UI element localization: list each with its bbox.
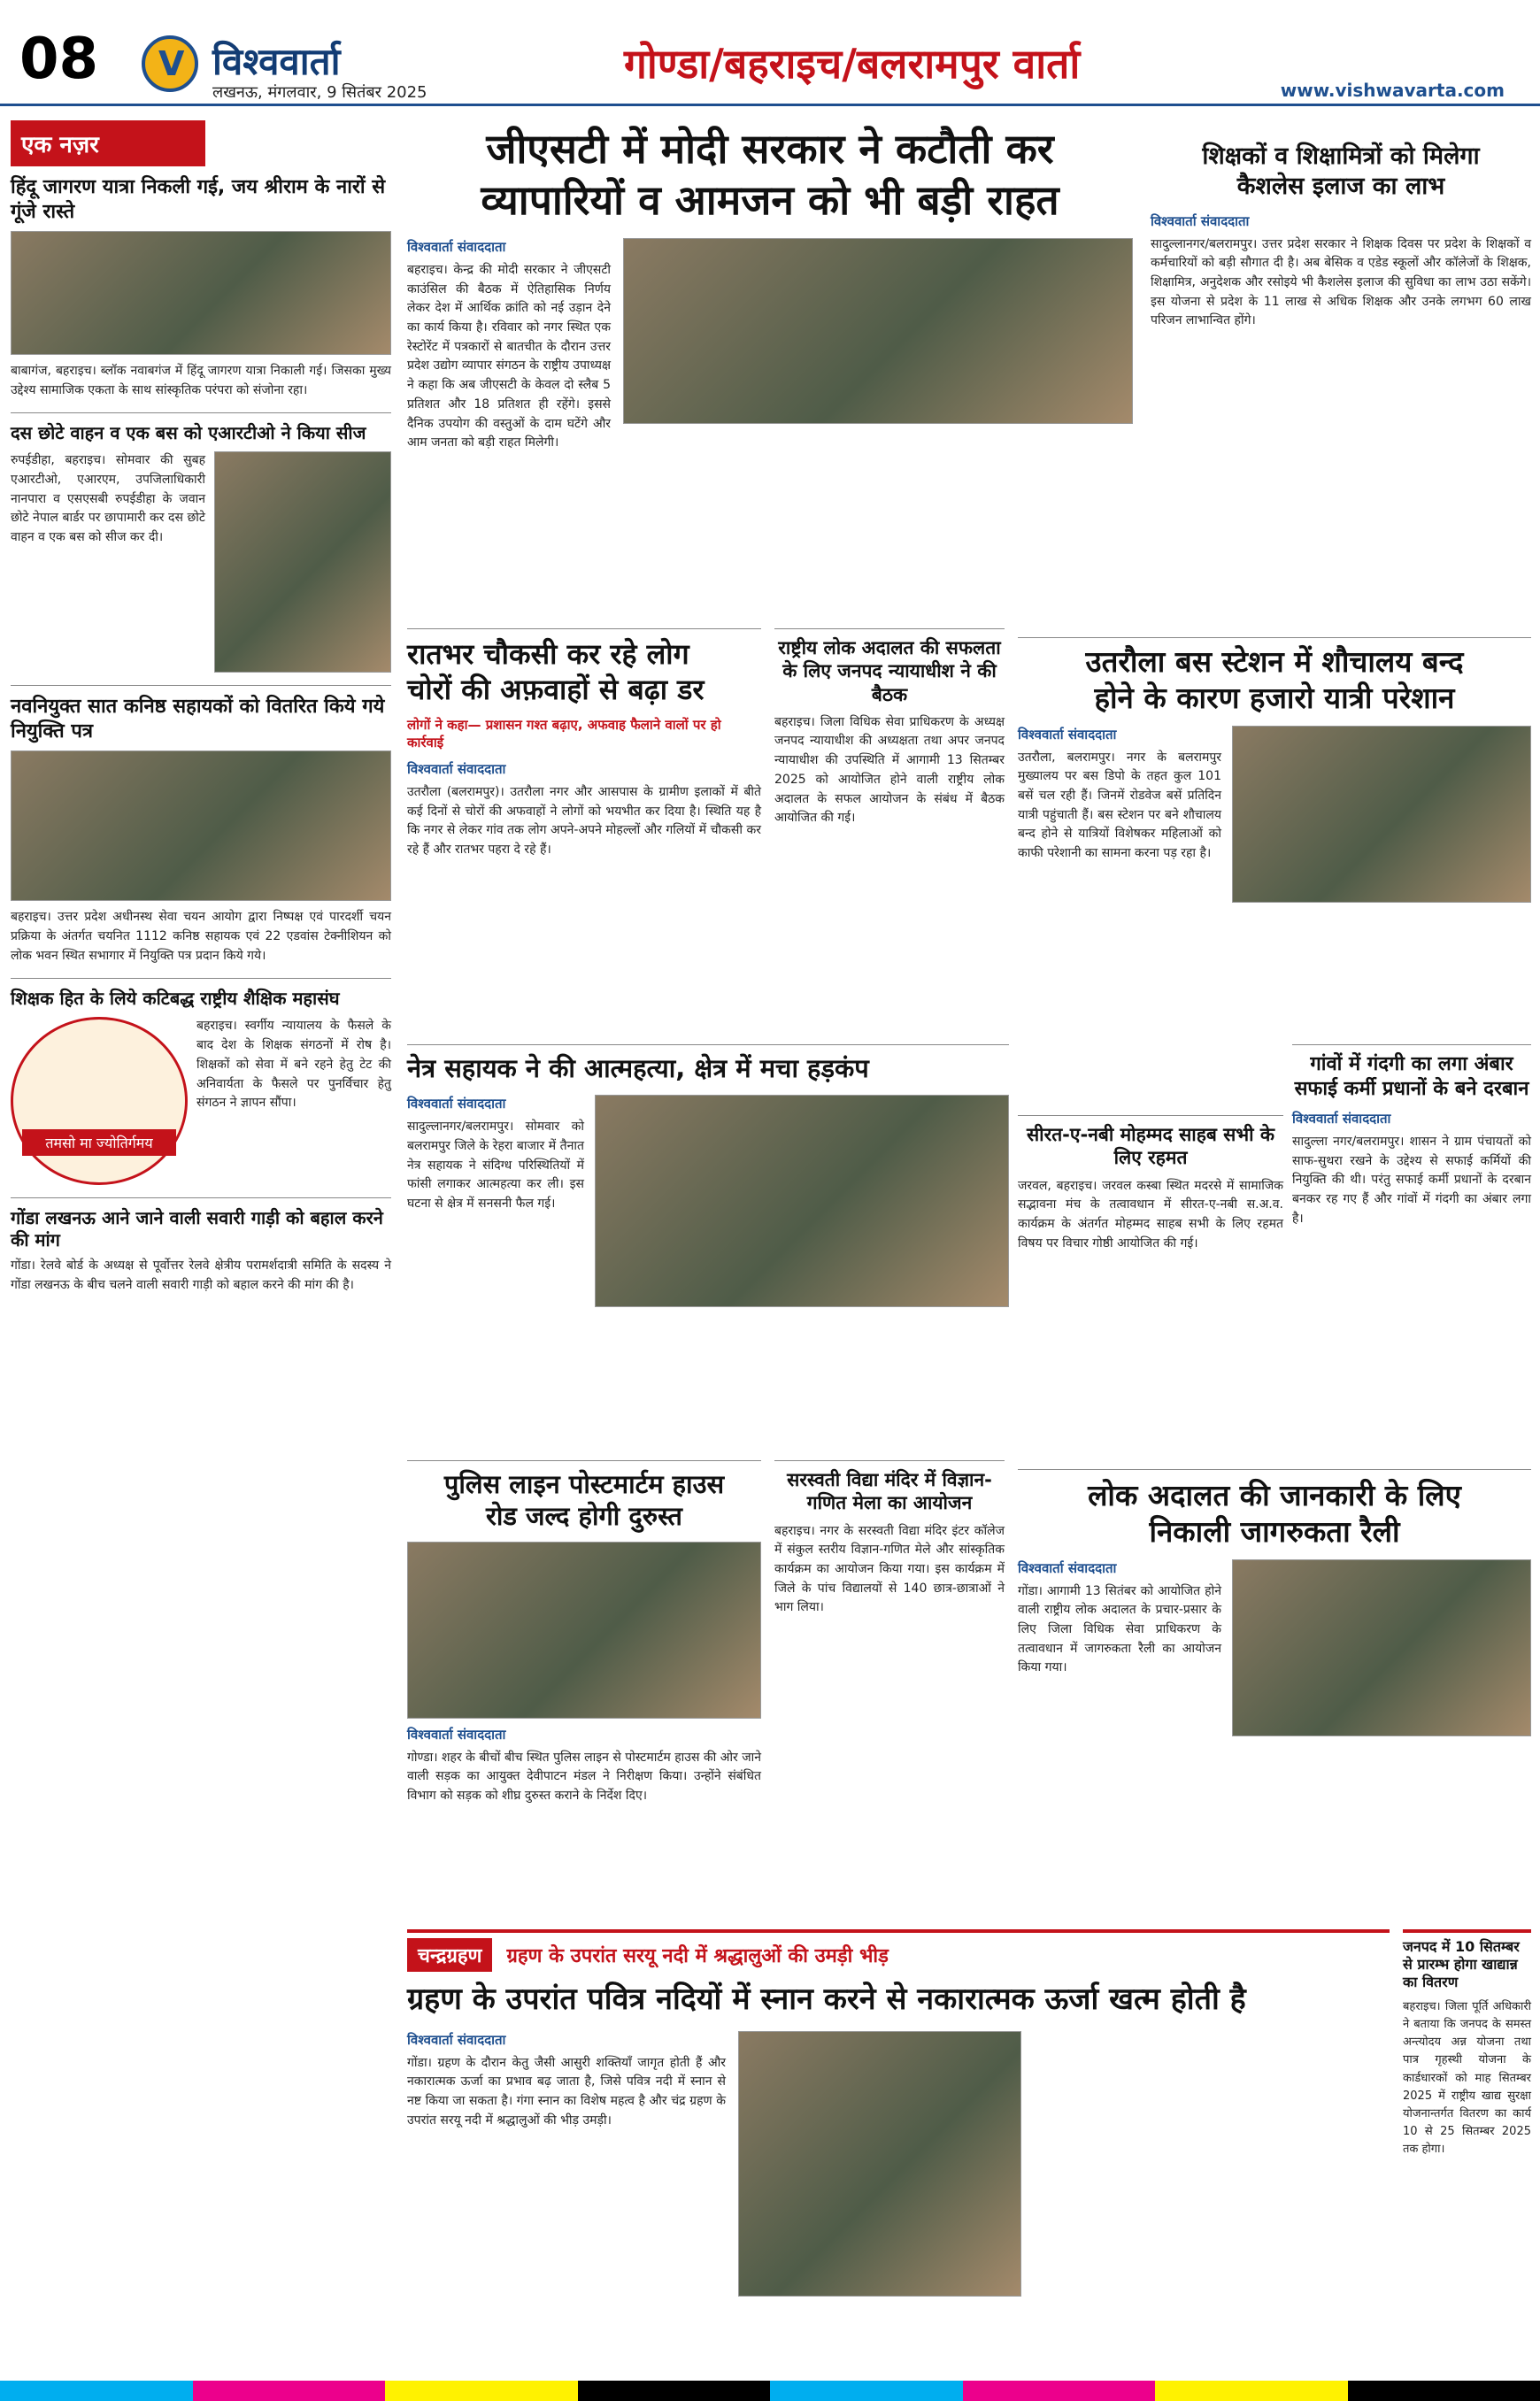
eclipse-story <box>407 1929 1390 2297</box>
grain-story <box>1403 1929 1531 2159</box>
saraswati-body: बहराइच। नगर के सरस्वती विद्या मंदिर इंटर कॉलेज में संकुल स्तरीय विज्ञान-गणित मेले और सांस्कृतिक कार्यक्रम का आयोजन किया गया। इस कार्यक्रम में जिले के पांच विद्यालयों से 140 छात्र-छात्राओं ने भाग लिया। <box>774 1523 1005 1615</box>
page-number: 08 <box>19 27 99 92</box>
brief-story <box>11 978 391 1185</box>
headline-line: रातभर चौकसी कर रहे लोग <box>407 637 689 671</box>
brief-story <box>11 1197 391 1295</box>
brief-body: गोंडा। रेलवे बोर्ड के अध्यक्ष से पूर्वोत्तर रेलवे क्षेत्रीय परामर्शदात्री समिति के सदस्य ने गोंडा लखनऊ के बीच चलने वाली सवारी गाड़ी को बहाल करने की मांग की है। <box>11 1258 391 1293</box>
utraula-bus-body: उतरौला, बलरामपुर। नगर के बलरामपुर मुख्यालय पर बस डिपो के तहत कुल 101 बसें चल रही हैं। जिनमें रोडवेज बसें प्रतिदिन यात्री पहुंचाती हैं। बस स्टेशन पर बने शौचालय बन्द होने से यात्रियों विशेषकर महिलाओं को काफी परेशानी का सामना करना पड़ रहा है। <box>1018 750 1221 860</box>
mahasangh-logo-icon <box>11 1017 188 1185</box>
byline: विश्ववार्ता संवाददाता <box>407 1096 506 1112</box>
police-line-body: गोण्डा। शहर के बीचों बीच स्थित पुलिस लाइन से पोस्टमार्टम हाउस की ओर जाने वाली सड़क का आयुक्त देवीपाटन मंडल ने निरीक्षण किया। उन्होंने संबंधित विभाग को सड़क को शीघ्र दुरुस्त कराने के निर्देश दिए। <box>407 1750 761 1803</box>
lok-adalat-meeting-body: बहराइच। जिला विधिक सेवा प्राधिकरण के अध्यक्ष जनपद न्यायाधीश की अध्यक्षता तथा अपर जनपद न्यायाधीश की उपस्थिति में आगामी 13 सितम्बर 2025 को आयोजित होने वाली राष्ट्रीय लोक अदालत के सफल आयोजन के संबंध में बैठक आयोजित की गई। <box>774 714 1005 826</box>
night-watch-body: उतरौला (बलरामपुर)। उतरौला नगर और आसपास के ग्रामीण इलाकों में बीते कई दिनों से चोरों की अफवाहों ने लोगों को भयभीत कर दिया है। स्थिति यह है कि नगर से लेकर गांव तक लोग अपने-अपने मोहल्लों और गलियों में चौकसी कर रहे हैं और रातभर पहरा दे रहे हैं। <box>407 785 761 858</box>
headline-line: रोड जल्द होगी दुरुस्त <box>486 1501 682 1532</box>
brief-body: बहराइच। उत्तर प्रदेश अधीनस्थ सेवा चयन आयोग द्वारा निष्पक्ष एवं पारदर्शी चयन प्रक्रिया के अंतर्गत चयनित 1112 कनिष्ठ सहायक एवं 22 एडवांस टेक्नीशियन को लोक भवन स्थित सभागार में नियुक्ति पत्र प्रदान किये गये। <box>11 910 391 963</box>
seerat-headline: सीरत-ए-नबी मोहम्मद साहब सभी के लिए रहमत <box>1026 1124 1274 1169</box>
police-line-headline <box>407 1468 761 1533</box>
byline: विश्ववार्ता संवाददाता <box>1151 212 1250 229</box>
netra-sahayak-body: सादुल्लानगर/बलरामपुर। सोमवार को बलरामपुर जिले के रेहरा बाजार में तैनात नेत्र सहायक ने संदिग्ध परिस्थितियों में फांसी लगाकर आत्महत्या कर ली। इस घटना से क्षेत्र में सनसनी फैल गई। <box>407 1120 584 1211</box>
headline-line: सफाई कर्मी प्रधानों के बने दरबान <box>1294 1077 1529 1100</box>
pullquote: लोगों ने कहा— प्रशासन गश्त बढ़ाए, अफवाह फैलाने वालों पर हो कार्रवाई <box>407 717 721 750</box>
lead-story <box>407 124 1133 453</box>
lead-body: बहराइच। केन्द्र की मोदी सरकार ने जीएसटी काउंसिल की बैठक में ऐतिहासिक निर्णय लेकर देश में आर्थिक क्रांति को नई उड़ान देने का कार्य किया है। रविवार को नगर स्थित एक रेस्टोरेंट में पत्रकारों से बातचीत के दौरान उत्तर प्रदेश उद्योग व्यापार संगठन के राष्ट्रीय उपाध्यक्ष ने कहा कि अब जीएसटी के केवल दो स्लैब 5 प्रतिशत और 18 प्रतिशत ही रहेंगे। इससे दैनिक उपयोग की वस्तुओं के दाम घटेंगे और आम जनता को बड़ी राहत मिलेगी। <box>407 263 611 450</box>
lok-adalat-meeting-story <box>774 628 1005 828</box>
byline: विश्ववार्ता संवाददाता <box>1292 1111 1391 1127</box>
saraswati-story <box>774 1460 1005 1618</box>
utraula-bus-story <box>1018 637 1531 903</box>
devotee-photo <box>738 2031 1021 2297</box>
brief-body: रुपईडीहा, बहराइच। सोमवार की सुबह एआरटीओ, एआरएम, उपजिलाधिकारी नानपारा व एसएसबी रुपईडीहा के जवान छोटे नेपाल बार्डर पर छापामारी कर दस छोटे वाहन व एक बस को सीज कर दी। <box>11 453 205 545</box>
headline-line: लोक अदालत की जानकारी के लिए <box>1088 1478 1461 1512</box>
brand-logo-icon <box>142 35 198 92</box>
rally-photo <box>1232 1559 1531 1736</box>
awareness-rally-body: गोंडा। आगामी 13 सितंबर को आयोजित होने वाली राष्ट्रीय लोक अदालत के प्रचार-प्रसार के लिए जिला विधिक सेवा प्राधिकरण के तत्वावधान में जागरुकता रैली का आयोजन किया गया। <box>1018 1583 1221 1675</box>
dateline: लखनऊ, मंगलवार, 9 सितंबर 2025 <box>212 83 427 102</box>
masthead <box>0 0 1540 106</box>
brief-body: बहराइच। स्वर्गीय न्यायालय के फैसले के बाद देश के शिक्षक संगठनों में रोष है। शिक्षकों को सेवा में बने रहने हेतु टेट की अनिवार्यता के फैसले पर पुनर्विचार हेतु संगठन ने ज्ञापन सौंपा। <box>196 1019 391 1111</box>
netra-sahayak-headline: नेत्र सहायक ने की आत्महत्या, क्षेत्र में मचा हड़कंप <box>407 1053 869 1083</box>
grain-body: बहराइच। जिला पूर्ति अधिकारी ने बताया कि जनपद के समस्त अन्त्योदय अन्न योजना तथा पात्र गृहस्थी योजना के कार्डधारकों को माह सितम्बर 2025 में राष्ट्रीय खाद्य सुरक्षा योजनान्तर्गत वितरण का कार्य 10 से 25 सितम्बर 2025 तक होगा। <box>1403 2000 1531 2157</box>
headline-line: निकाली जागरुकता रैली <box>1149 1514 1400 1550</box>
lead-headline <box>407 124 1133 226</box>
logo-motto: तमसो मा ज्योतिर्गमय <box>22 1129 176 1156</box>
night-watch-headline <box>407 636 761 707</box>
print-color-strip <box>0 2381 1540 2401</box>
netra-sahayak-story <box>407 1044 1009 1307</box>
brief-headline: दस छोटे वाहन व एक बस को एआरटीओ ने किया सीज <box>11 422 366 444</box>
lead-headline-line: जीएसटी में मोदी सरकार ने कटौती कर <box>486 125 1054 173</box>
villages-headline <box>1292 1052 1531 1101</box>
website-link[interactable]: www.vishwavarta.com <box>1280 80 1505 101</box>
section-tag: एक नज़र <box>11 120 205 166</box>
lead-headline-line: व्यापारियों व आमजन को भी बड़ी राहत <box>481 175 1059 224</box>
appointment-letters-photo <box>11 750 391 901</box>
eclipse-body: गोंडा। ग्रहण के दौरान केतु जैसी आसुरी शक्तियाँ जागृत होती हैं और नकारात्मक ऊर्जा का प्रभाव बढ़ जाता है, जिसे पवित्र नदी में स्नान से नष्ट किया जा सकता है। गंगा स्नान का विशेष महत्व है और चंद्र ग्रहण के उपरांत सरयू नदी में श्रद्धालुओं की भीड़ उमड़ी। <box>407 2055 726 2128</box>
utraula-bus-headline <box>1018 643 1531 717</box>
headline-line: पुलिस लाइन पोस्टमार्टम हाउस <box>443 1469 725 1499</box>
brief-headline: शिक्षक हित के लिये कटिबद्ध राष्ट्रीय शैक्षिक महासंघ <box>11 988 340 1010</box>
section-title: गोण्डा/बहराइच/बलरामपुर वार्ता <box>624 40 1081 88</box>
eclipse-kicker: ग्रहण के उपरांत सरयू नदी में श्रद्धालुओं की उमड़ी भीड़ <box>506 1945 889 1967</box>
awareness-rally-headline <box>1018 1477 1531 1551</box>
brief-story <box>11 175 391 400</box>
headline-line: शिक्षकों व शिक्षामित्रों को मिलेगा <box>1202 142 1480 170</box>
headline-line: कैशलेस इलाज का लाभ <box>1236 172 1445 200</box>
byline: विश्ववार्ता संवाददाता <box>1018 726 1117 743</box>
bus-station-photo <box>1232 726 1531 903</box>
procession-photo <box>11 231 391 355</box>
headline-line: उतरौला बस स्टेशन में शौचालय बन्द <box>1085 644 1464 679</box>
press-meet-photo <box>623 238 1133 424</box>
byline: विश्ववार्ता संवाददाता <box>407 2031 506 2048</box>
eclipse-tag: चन्द्रग्रहण <box>407 1938 492 1972</box>
awareness-rally-story <box>1018 1469 1531 1736</box>
brief-headline: हिंदू जागरण यात्रा निकली गई, जय श्रीराम के नारों से गूंजे रास्ते <box>11 176 386 223</box>
byline: विश्ववार्ता संवाददाता <box>407 761 506 777</box>
grain-headline: जनपद में 10 सितम्बर से प्रारम्भ होगा खाद्यान्न का वितरण <box>1403 1929 1531 1991</box>
byline: विश्ववार्ता संवाददाता <box>407 239 506 255</box>
left-column <box>11 120 391 2368</box>
headline-line: होने के कारण हजारो यात्री परेशान <box>1094 681 1455 716</box>
brief-story <box>11 412 391 673</box>
lok-adalat-meeting-headline: राष्ट्रीय लोक अदालत की सफलता के लिए जनपद न्यायाधीश ने की बैठक <box>778 637 1001 705</box>
police-line-story <box>407 1460 761 1806</box>
eclipse-headline: ग्रहण के उपरांत पवित्र नदियों में स्नान करने से नकारात्मक ऊर्जा खत्म होती है <box>407 1982 1246 2017</box>
villages-story <box>1292 1044 1531 1228</box>
seerat-body: जरवल, बहराइच। जरवल कस्बा स्थित मदरसे में सामाजिक सद्भावना मंच के तत्वावधान में सीरत-ए-नबी स.अ.व. कार्यक्रम के अंतर्गत मोहम्मद साहब सभी के लिए रहमत विषय पर विचार गोष्ठी आयोजित की गई। <box>1018 1178 1283 1251</box>
saraswati-headline: सरस्वती विद्या मंदिर में विज्ञान-गणित मेला का आयोजन <box>787 1469 992 1514</box>
seerat-story <box>1018 1115 1283 1253</box>
brand-name: विश्ववार्ता <box>212 40 341 83</box>
headline-line: चोरों की अफ़वाहों से बढ़ा डर <box>407 673 705 706</box>
brief-headline: गोंडा लखनऊ आने जाने वाली सवारी गाड़ी को बहाल करने की मांग <box>11 1207 383 1251</box>
teachers-headline <box>1151 142 1531 202</box>
byline: विश्ववार्ता संवाददाता <box>407 1726 506 1743</box>
night-watch-story <box>407 628 761 860</box>
villages-body: सादुल्ला नगर/बलरामपुर। शासन ने ग्राम पंचायतों को साफ-सुथरा रखने के उद्देश्य से सफाई कर्मियों की नियुक्ति की थी। परंतु सफाई कर्मी प्रधानों के दरबान बनकर रह गए हैं और गांवों में गंदगी का अंबार लगा है। <box>1292 1135 1531 1226</box>
brief-headline: नवनियुक्त सात कनिष्ठ सहायकों को वितरित किये गये नियुक्ति पत्र <box>11 696 385 743</box>
vehicle-seizure-photo <box>214 451 391 673</box>
headline-line: गांवों में गंदगी का लगा अंबार <box>1310 1053 1513 1075</box>
brief-body: बाबागंज, बहराइच। ब्लॉक नवाबगंज में हिंदू जागरण यात्रा निकाली गई। जिसका मुख्य उद्देश्य सामाजिक एकता के साथ सांस्कृतिक परंपरा को संजोना रहा। <box>11 364 391 397</box>
teachers-body: सादुल्लानगर/बलरामपुर। उत्तर प्रदेश सरकार ने शिक्षक दिवस पर प्रदेश के शिक्षकों व कर्मचारियों को बड़ी सौगात दी है। अब बेसिक व एडेड स्कूलों और कॉलेजों के शिक्षक, शिक्षामित्र, अनुदेशक और रसोइये भी कैशलेस इलाज की सुविधा का लाभ उठा सकेंगे। इस योजना से प्रदेश के 11 लाख से अधिक शिक्षक और उनके लगभग 60 लाख परिजन लाभान्वित होंगे। <box>1151 236 1531 328</box>
byline: विश्ववार्ता संवाददाता <box>1018 1559 1117 1576</box>
brief-story <box>11 685 391 966</box>
road-inspection-photo <box>407 1542 761 1719</box>
crowd-photo <box>595 1095 1009 1307</box>
teachers-story <box>1151 142 1531 331</box>
